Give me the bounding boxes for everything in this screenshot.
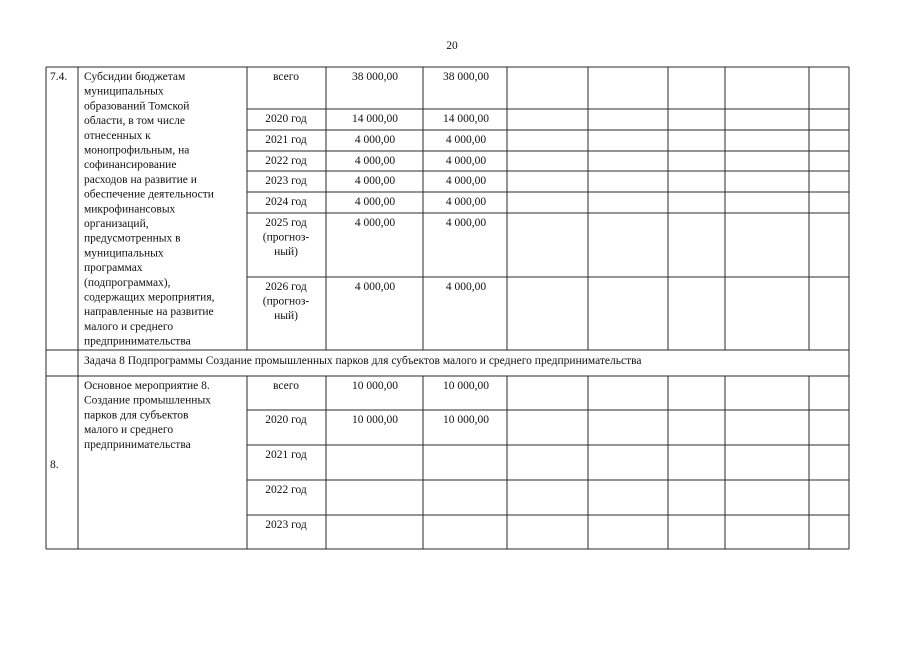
row-description-line: предпринимательства: [84, 438, 191, 451]
row-description-line: расходов на развитие и: [84, 173, 197, 186]
year-label: всего: [273, 71, 299, 83]
row-description-line: программах: [84, 262, 143, 275]
row-description-line: (подпрограммах),: [84, 276, 171, 289]
row-description-line: обеспечение деятельности: [84, 188, 214, 201]
year-label: всего: [273, 380, 299, 392]
year-label: 2020 год: [265, 414, 307, 426]
amount-total: 4 000,00: [354, 281, 396, 293]
year-label: (прогноз-: [262, 295, 310, 308]
year-label: 2020 год: [265, 113, 307, 125]
amount-budget: 4 000,00: [445, 134, 487, 146]
row-description-line: области, в том числе: [84, 115, 185, 128]
amount-budget: 14 000,00: [443, 113, 489, 125]
amount-budget: 4 000,00: [445, 281, 487, 293]
year-label: 2023 год: [265, 519, 307, 531]
year-label: 2024 год: [265, 196, 307, 208]
amount-budget: 4 000,00: [445, 217, 487, 229]
amount-total: 38 000,00: [352, 71, 398, 83]
row-description-line: содержащих мероприятия,: [84, 291, 215, 304]
row-description-line: Основное мероприятие 8.: [84, 380, 210, 392]
year-label: (прогноз-: [262, 231, 310, 244]
amount-total: 4 000,00: [354, 155, 396, 167]
task-heading: Задача 8 Подпрограммы Создание промышленных парков для субъектов малого и среднего предпринимательства: [84, 355, 642, 367]
amount-budget: 10 000,00: [443, 380, 489, 392]
row-description-line: муниципальных: [84, 85, 164, 98]
row-description-line: микрофинансовых: [84, 203, 176, 216]
year-label: ный): [274, 246, 298, 258]
row-description-line: Создание промышленных: [84, 394, 211, 407]
amount-total: 14 000,00: [352, 113, 398, 125]
amount-total: 4 000,00: [354, 134, 396, 146]
row-number: 8.: [50, 459, 59, 471]
row-description-line: малого и среднего: [84, 320, 174, 333]
table-cells: [50, 71, 642, 531]
row-description-line: софинансирование: [84, 159, 177, 172]
row-description-line: предпринимательства: [84, 335, 191, 348]
year-label: 2023 год: [265, 175, 307, 187]
year-label: 2021 год: [265, 134, 307, 146]
row-description-line: муниципальных: [84, 247, 164, 260]
amount-total: 4 000,00: [354, 175, 396, 187]
row-description-line: монопрофильным, на: [84, 144, 190, 157]
row-number: 7.4.: [50, 71, 68, 83]
amount-total: 4 000,00: [354, 196, 396, 208]
row-description-line: предусмотренных в: [84, 232, 181, 245]
year-label: ный): [274, 310, 298, 322]
row-description-line: малого и среднего: [84, 424, 174, 437]
amount-budget: 4 000,00: [445, 155, 487, 167]
row-description-line: организаций,: [84, 218, 149, 230]
amount-total: 10 000,00: [352, 380, 398, 392]
amount-total: 4 000,00: [354, 217, 396, 229]
amount-budget: 10 000,00: [443, 414, 489, 426]
row-description-line: отнесенных к: [84, 129, 151, 142]
page-number: 20: [446, 40, 458, 52]
row-description-line: образований Томской: [84, 100, 190, 113]
row-description-line: Субсидии бюджетам: [84, 71, 186, 83]
amount-total: 10 000,00: [352, 414, 398, 426]
row-description-line: парков для субъектов: [84, 409, 189, 422]
year-label: 2026 год: [265, 281, 307, 293]
year-label: 2021 год: [265, 449, 307, 461]
amount-budget: 4 000,00: [445, 175, 487, 187]
year-label: 2022 год: [265, 155, 307, 167]
row-description-line: направленные на развитие: [84, 306, 214, 319]
amount-budget: 4 000,00: [445, 196, 487, 208]
year-label: 2022 год: [265, 484, 307, 496]
year-label: 2025 год: [265, 217, 307, 229]
amount-budget: 38 000,00: [443, 71, 489, 83]
